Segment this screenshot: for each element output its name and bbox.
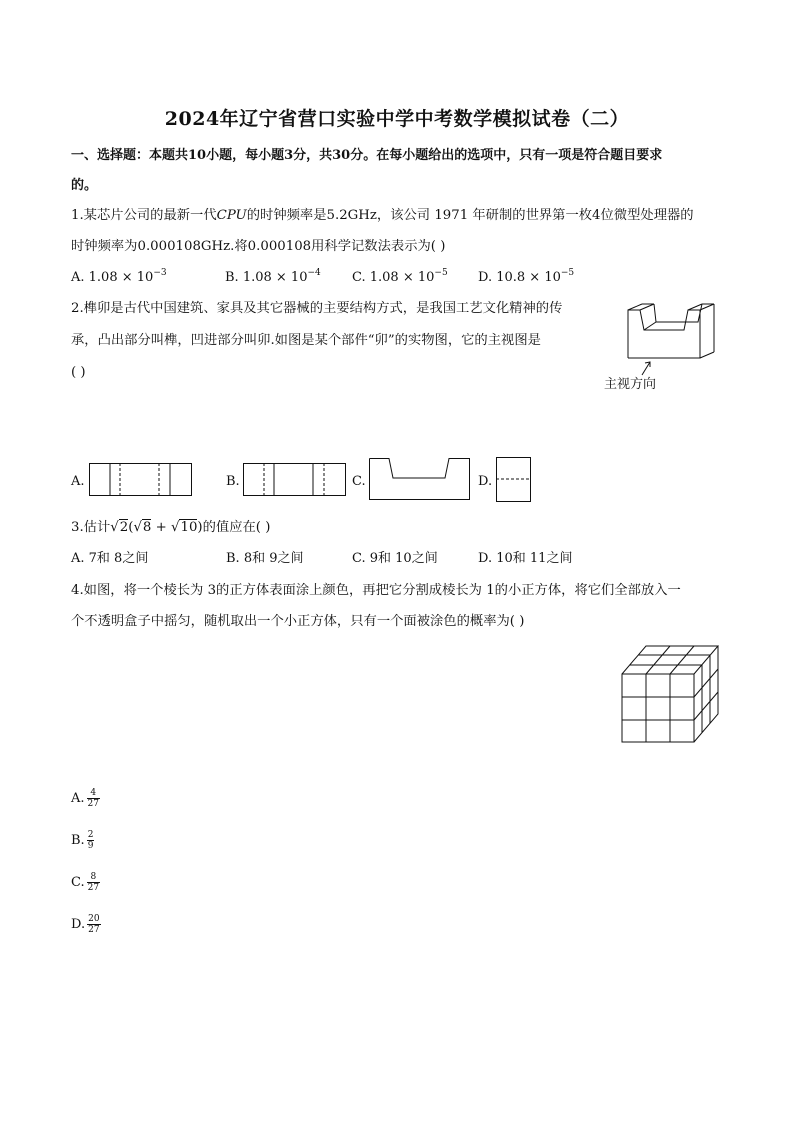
q2-option-d-figure[interactable] [496,457,531,502]
option-fraction [87,830,95,851]
q3-radicand: 2 [119,520,129,535]
q1-option-c[interactable] [352,268,448,288]
q3-option-a[interactable]: A. 7和 8之间 [71,551,149,566]
q3-radicand: 10 [180,520,198,535]
q1-option-d[interactable] [478,268,574,288]
option-label: A. [71,791,85,806]
q2-option-b-figure[interactable] [243,463,346,496]
q2-figure-caption: 主视方向 [604,377,657,392]
q2-option-b-label[interactable]: B. [226,474,240,489]
q2-stem-line3: ( ) [71,365,86,380]
option-fraction [87,788,100,809]
q1-stem-line2: 时钟频率为0.000108GHz.将0.000108用科学记数法表示为( ) [71,239,446,254]
q4-cube-figure [621,644,721,744]
option-fraction [87,872,100,893]
q2-option-c-label[interactable]: C. [352,474,366,489]
q1-stem-part: 1.某芯片公司的最新一代 [71,208,217,223]
section-heading-continued: 的。 [71,178,98,193]
q2-option-c-figure[interactable] [369,458,470,500]
option-base: 10.8 × 10 [496,270,561,285]
q3-stem-part: 3.估计 [71,520,111,535]
q2-option-a-label[interactable]: A. [71,474,85,489]
q3-option-c[interactable]: C. 9和 10之间 [352,551,438,566]
q4-option-c[interactable] [71,872,100,893]
q3-plus: + [151,520,171,535]
page-title: 2024年辽宁省营口实验中学中考数学模拟试卷（二） [164,108,630,130]
fraction-numerator: 2 [87,830,94,840]
option-exponent: −4 [307,268,321,278]
fraction-numerator: 8 [87,872,100,883]
q3-radicand: 8 [142,520,152,535]
option-base: 1.08 × 10 [242,270,308,285]
q1-option-a[interactable] [71,268,167,288]
q2-option-d-label[interactable]: D. [478,474,493,489]
fraction-denominator: 27 [87,799,99,809]
option-base: 1.08 × 10 [88,270,154,285]
option-label: D. [71,917,86,932]
option-label: A. [71,270,89,285]
q4-option-b[interactable] [71,830,94,851]
option-fraction [87,914,100,935]
option-label: B. [225,270,243,285]
option-label: C. [352,270,370,285]
q2-stem-line2: 承，凸出部分叫榫，凹进部分叫卯.如图是某个部件“卯”的实物图，它的主视图是 [71,333,541,348]
option-base: 1.08 × 10 [369,270,435,285]
option-exponent: −5 [560,268,575,278]
q3-stem-part: )的值应在( ) [197,520,271,535]
option-label: B. [71,833,85,848]
q4-option-d[interactable] [71,914,101,935]
q1-stem-line1 [71,206,694,226]
q1-option-b[interactable] [225,268,321,288]
q1-stem-part: 的时钟频率是5.2GHz，该公司 1971 年研制的世界第一枚4位微型处理器的 [246,208,694,223]
fraction-denominator: 9 [87,841,94,851]
q3-stem: 3.估计√2(√8 + √10)的值应在( ) [71,520,271,535]
option-label: C. [71,875,85,890]
option-label: D. [478,270,497,285]
fraction-denominator: 27 [88,925,100,935]
option-exponent: −3 [153,268,167,278]
q3-stem-part: ( [128,520,134,535]
fraction-denominator: 27 [87,883,100,893]
q2-stem-line1: 2.榫卯是古代中国建筑、家具及其它器械的主要结构方式，是我国工艺文化精神的传 [71,301,563,316]
option-exponent: −5 [434,268,448,278]
q4-option-a[interactable] [71,788,100,809]
q3-option-d[interactable]: D. 10和 11之间 [478,551,573,566]
fraction-numerator: 4 [87,788,100,799]
fraction-numerator: 20 [88,914,100,924]
q3-option-b[interactable]: B. 8和 9之间 [226,551,304,566]
section-heading: 一、选择题：本题共10小题，每小题3分，共30分。在每小题给出的选项中，只有一项是符合题目要求 [71,148,663,163]
q4-stem-line2: 个不透明盒子中摇匀，随机取出一个小正方体，只有一个面被涂色的概率为( ) [71,614,525,629]
q2-option-a-figure[interactable] [89,463,192,496]
q1-cpu-text: CPU [216,208,247,223]
q4-stem-line1: 4.如图，将一个棱长为 3的正方体表面涂上颜色，再把它分割成棱长为 1的小正方体，将它们全部放入一 [71,583,681,598]
